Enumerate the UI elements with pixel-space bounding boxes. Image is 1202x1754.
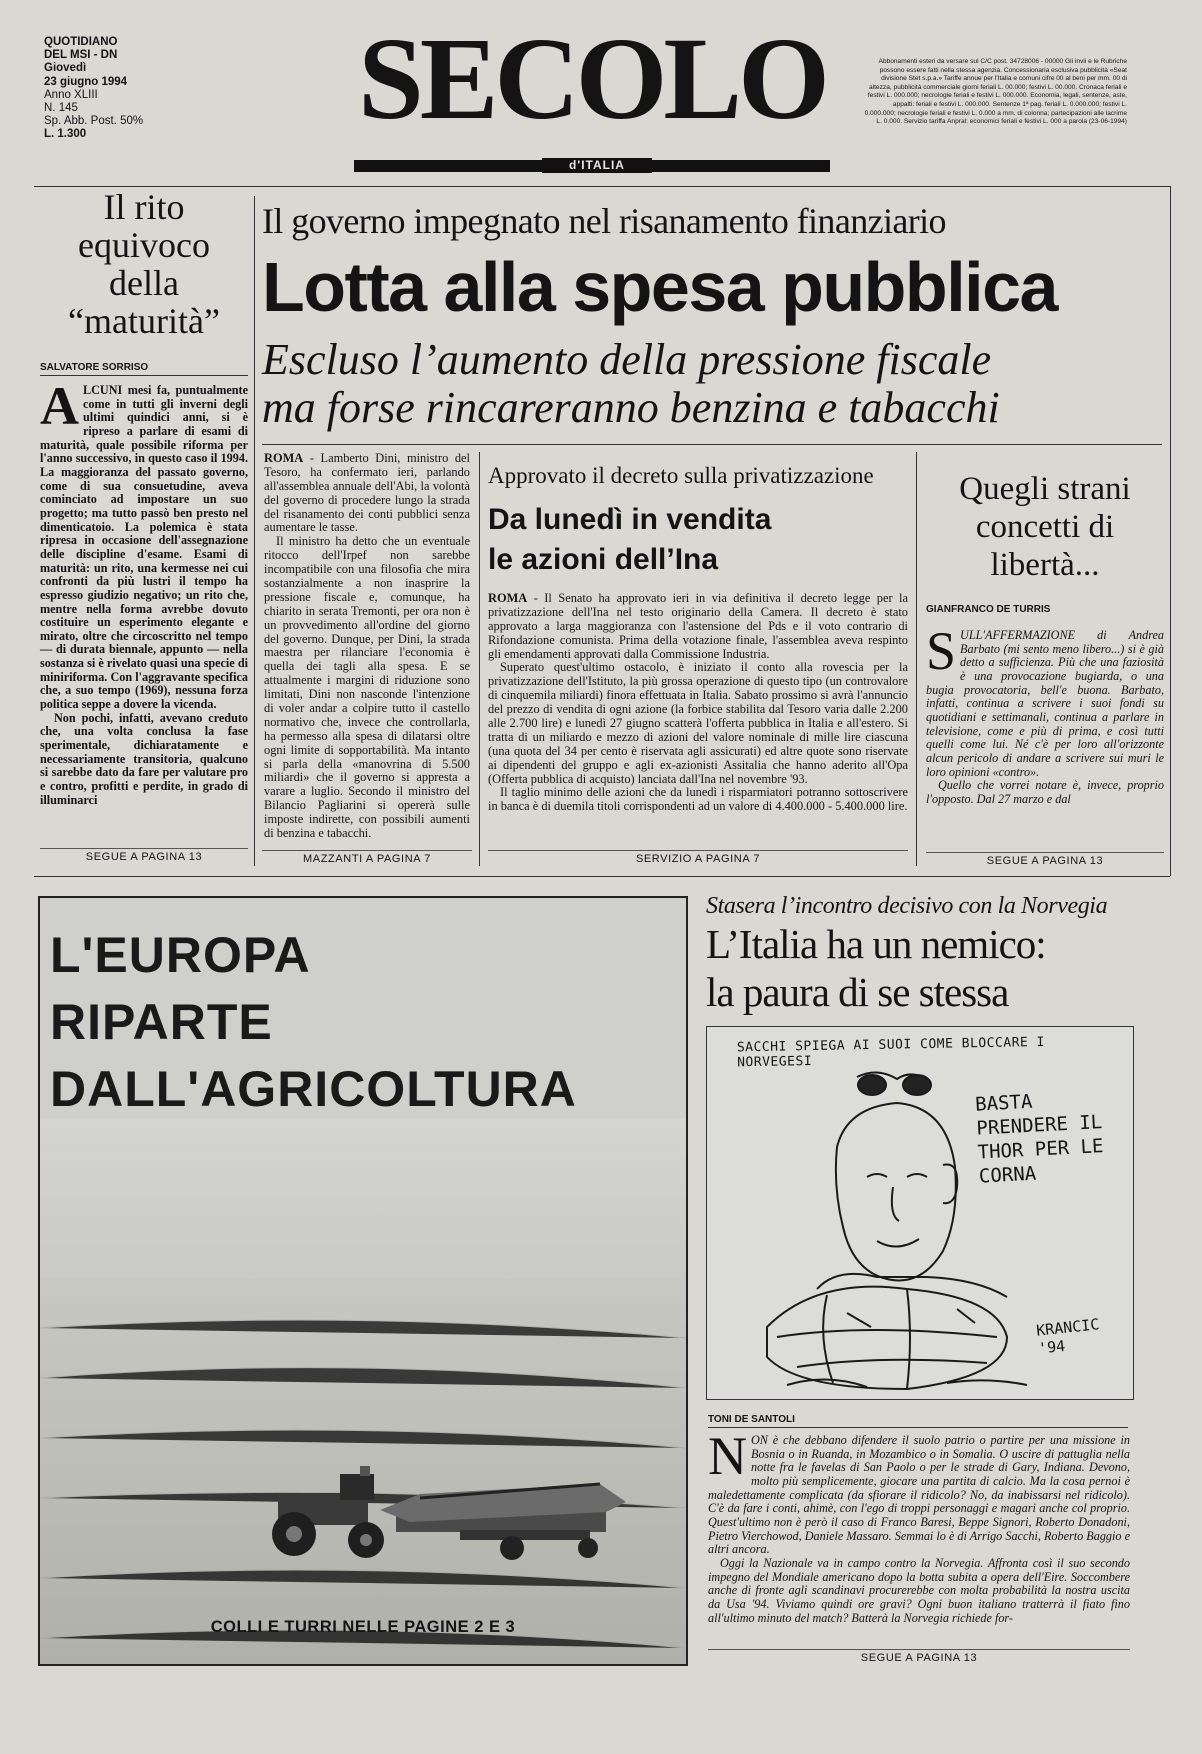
newspaper-logo <box>352 13 832 172</box>
logo-subtitle: d'ITALIA <box>542 158 652 173</box>
lead-kicker: Il governo impegnato nel risanamento finanziario <box>262 201 946 241</box>
article-body <box>40 376 248 807</box>
paragraph: Non pochi, infatti, avevano creduto che, una volta conclusa la fase sperimentale, dichiaratamente e necessariamente transitoria, qualcuno si sarebbe dato da fare per valutare pro e contro, profitti e perdite, in grado di illuminarci <box>40 710 248 807</box>
dropcap: S <box>926 621 957 681</box>
frame-bottom-rule <box>34 876 1170 877</box>
headline: Il rito equivoco della “maturità” <box>68 187 220 341</box>
frame-right-rule <box>1170 186 1171 876</box>
paragraph: ULL'AFFERMAZIONE di Andrea Barbato (mi sento meno libero...) si è già detto a sufficienza. Più che una faziosità è una provocazione bugiarda, o una bugia provocatoria, bell'e buona. Barbato, infatti, continua a scrivere i suoi fondi su quotidiani e settimanali, continua a parlare in televisione, come e più di prima, e così tutti quelli come lui. Né c'è per loro all'orizzonte alcun pericolo di andare a scrivere sui muri le loro opinioni «contro». <box>926 628 1164 779</box>
right-article <box>926 470 1164 807</box>
ina-kicker: Approvato il decreto sulla privatizzazione <box>488 463 874 488</box>
cartoon-caption: SACCHI SPIEGA AI SUOI COME BLOCCARE I NORVEGESI <box>736 1034 1046 1071</box>
ina-body <box>488 592 908 814</box>
football-headline <box>706 920 1176 1016</box>
football-kicker: Stasera l’incontro decisivo con la Norvegia <box>706 893 1108 919</box>
paragraph: ON è che debbano difendere il suolo patrio o partire per una missione in Bosnia o in Ruanda, in Mozambico o in Somalia. O uscire di pattuglia nella notte fra le favelas di San Paolo o per le strade di Gary, Indiana. Devono, molto più semplicemente, giocare una partita di calcio. Ma la cosa pernoi è maledettamente complicata (da sfiorare il ridicolo? No, da inabissarsi nel ridicolo). C'è da fare i conti, ahimè, con l'ego di troppi personaggi e magari anche col proprio. Quest'ultimo non è però il caso di Franco Baresi, Beppe Signori, Roberto Donadoni, Pietro Vierchowod, Daniele Massaro. Semmai lo è di Arrigo Sacchi, Roberto Baggio e altri ancora. <box>708 1433 1130 1557</box>
logo-title: SECOLO <box>358 13 826 144</box>
paragraph: Oggi la Nazionale va in campo contro la Norvegia. Affronta così il suo secondo impegno del Mondiale americano dopo la botta subita a opera dell'Eire. Soccombere anche di fronte agli scandinavi procurerebbe con molta probabilità la nostra uscita da Usa '94. Viviamo quindi ore gravi? Ogni buon italiano tratterrà il fiato fino all'ultimo minuto del match? Batterà la Norvegia richiede for- <box>708 1555 1130 1625</box>
continued-link[interactable]: SERVIZIO A PAGINA 7 <box>488 850 908 865</box>
frame-top-rule <box>34 186 1170 187</box>
info-line: L. 1.300 <box>44 128 87 141</box>
dropcap: N <box>708 1426 747 1486</box>
paragraph: LCUNI mesi fa, puntualmente come in tutti gli inverni degli ultimi quindici anni, si è ripreso a parlare di esami di maturità, quale possibile riforma per l'anno successivo, in questo caso il 1994. La maggioranza del passato governo, come di sua consuetudine, aveva cominciato ad impostare un suo progetto; ma tutto passò ben presto nel dimenticatoio. La polemica è stata ripresa in occasione dell'assegnazione delle discipline d'esame. Esami di maturità: un rito, una kermesse nei cui confronti da più lustri il tempo ha espresso giudizio negativo; un rito che, mentre nella forma avrebbe dovuto costituire un esperimento elegante e mirato, oltre che circoscritto nel tempo — di durata biennale, appunto — nella sostanza si è rivelato quasi una specie di miniriforma. Con l'aggravante specifica che, a suo tempo (1969), nessuna forza politica seppe a dovere la vicenda. <box>40 383 248 712</box>
info-line: Giovedì <box>44 62 87 75</box>
headline-line: le azioni dell’Ina <box>488 543 719 576</box>
dropcap: A <box>40 376 79 436</box>
headline-line: RIPARTE <box>50 994 273 1050</box>
byline: TONI DE SANTOLI <box>708 1414 1128 1428</box>
column-rule <box>479 452 480 866</box>
lead-body <box>264 452 470 841</box>
info-line: Sp. Abb. Post. 50% <box>44 115 144 128</box>
continued-link[interactable]: SEGUE A PAGINA 13 <box>708 1649 1130 1664</box>
paragraph: Il ministro ha detto che un eventuale ritocco dell'Irpef non sarebbe incompatibile con una filosofia che mira sostanzialmente a non inasprire la pressione fiscale e, comunque, ha chiarito in serata Tremonti, per ora non è un provvedimento all'ordine del giorno del governo. Dunque, per Dini, la strada maestra per rilanciare l'economia è quella dei tagli alla spesa. E se attualmente i margini di riduzione sono limitati, Dini non nasconde l'intenzione di voler andar a colpire tutto il castello normativo che, invece che controllarla, ha permesso alla spesa di dilatarsi oltre ogni limite di sopportabilità. Ma intanto si parla della «manovrina di 5.500 miliardi» che il governo si appresta a varare a luglio. Secondo il ministro del Bilancio Pagliarini si opererà sulle imposte indirette, con possibili aumenti di benzina e tabacchi. <box>264 534 470 841</box>
info-line: Anno XLIII <box>44 88 98 101</box>
cartoon-signature: KRANCIC '94 <box>1035 1315 1101 1358</box>
continued-link[interactable]: SEGUE A PAGINA 13 <box>926 852 1164 867</box>
paragraph: - Il Senato ha approvato ieri in via definitiva il decreto legge per la privatizzazione dell'Ina nel testo originario della Camera. Il decreto è stato approvato a larga maggioranza con l'astensione del Pds e il voto contrario di Rifondazione comunista. Prima della votazione finale, l'assemblea aveva respinto gli emendamenti approvati dalla Commissione Industria. <box>488 591 908 661</box>
lead-headline: Lotta alla spesa pubblica <box>262 248 1057 326</box>
column-rule <box>254 196 255 866</box>
lead-deck <box>262 336 1162 432</box>
photo-sky <box>40 1118 686 1278</box>
masthead-info <box>44 36 194 142</box>
info-line: 23 giugno 1994 <box>44 75 128 88</box>
continued-link[interactable]: SEGUE A PAGINA 13 <box>40 848 248 863</box>
cartoon-head <box>836 1103 956 1280</box>
subscription-info: Abbonamenti esteri da versare sul C/C post. 34728006 - 00000 Gli invii e le Rubriche possono essere fatti nella stessa agenzia. Concessionaria esclusiva pubblicità «Seat divisione Stet s.p.a.» Tariffe annue per l'Italia e comuni cifre 00 al beni per mm. 00 di altezza, pubblicità commerciale giorni feriali L. 00.000; festivi L. 00.000. Cronaca feriali e festivi L. 000.000; necrologie feriali e festivi L. 000.000. Economia, legali, sentenze, aste, appalti: feriali e festivi L. 000.000. Sentenze 1ª pag. feriali L. 0.000.000; festivi L. 0.000.000; necrologie feriali e festivi L. 0.000 a mm. di colonna; partecipazioni alle lacrime L. 0.000. Servizio tariffa Anpral: economici feriali e festivi L. 000 a parola (23-06-1994) <box>864 58 1127 126</box>
harvest-photo <box>40 898 686 1664</box>
dateline: ROMA <box>488 591 528 605</box>
ina-headline <box>488 500 908 580</box>
article-body <box>926 621 1164 807</box>
cartoon-globe <box>767 1287 1007 1389</box>
paragraph: Quello che vorrei notare è, invece, proprio l'opposto. Dal 27 marzo e dal <box>926 778 1164 806</box>
paragraph: Superato quest'ultimo ostacolo, è iniziato il conto alla rovescia per la privatizzazione dell'Istituto, la più grossa operazione di questo tipo (un controvalore di cinquemila miliardi) finora effettuata in Italia. Sabato prossimo si avrà l'annuncio del prezzo di vendita di ogni azione (la forbice stabilita dal Tesoro varia dalle 2.200 alle 2.700 lire) e lunedì 27 giugno scatterà l'offerta pubblica in Italia e all'estero. Si tratta di un miliardo e mezzo di azioni del valore nominale di mille lire ciascuna (una quota del 34 per cento è riservata agli assicurati) ed altre quote sono riservate ai dipendenti del gruppo e agli ex-azionisti Assitalia che hanno aderito all'Opa (Offerta pubblica di acquisto) lanciata dall'Ina nel novembre '93. <box>488 660 908 786</box>
info-line: N. 145 <box>44 102 78 115</box>
headline-line: L'EUROPA <box>50 927 311 983</box>
paragraph: Il taglio minimo delle azioni che da lunedì i risparmiatori potranno sottoscrivere in banca è di duemila titoli corrispondenti ad un valore di 4.400.000 - 5.400.000 lire. <box>488 785 908 814</box>
byline: GIANFRANCO DE TURRIS <box>926 604 1051 615</box>
feature-footer: COLLI E TURRI NELLE PAGINE 2 E 3 <box>210 1618 516 1636</box>
info-line: DEL MSI - DN <box>44 49 118 62</box>
agriculture-feature <box>38 896 688 1666</box>
paragraph: - Lamberto Dini, ministro del Tesoro, ha confermato ieri, parlando all'assemblea annuale dell'Abi, la volontà del governo di procedere lungo la strada del risanamento dei conti pubblici senza aumentare le tasse. <box>264 451 470 535</box>
column-rule <box>916 452 917 866</box>
continued-link[interactable]: MAZZANTI A PAGINA 7 <box>262 850 472 865</box>
left-article <box>40 188 248 807</box>
lead-rule <box>262 444 1162 445</box>
deck-line: ma forse rincareranno benzina e tabacchi <box>262 383 1000 432</box>
headline-line: DALL'AGRICOLTURA <box>50 1061 577 1117</box>
byline: SALVATORE SORRISO <box>40 362 248 376</box>
headline-line: L’Italia ha un nemico: <box>706 921 1046 967</box>
cartoon-frame <box>706 1026 1134 1400</box>
football-body <box>708 1426 1130 1625</box>
headline: Quegli strani concetti di libertà... <box>959 471 1131 583</box>
dateline: ROMA <box>264 451 304 465</box>
headline-line: la paura di se stessa <box>706 969 1009 1015</box>
deck-line: Escluso l’aumento della pressione fiscale <box>262 335 992 384</box>
info-line: QUOTIDIANO <box>44 36 118 48</box>
headline-line: Da lunedì in vendita <box>488 503 772 536</box>
cartoon-body <box>817 1274 1007 1297</box>
cartoon-speech: BASTA PRENDERE IL THOR PER LE CORNA <box>974 1090 1104 1188</box>
